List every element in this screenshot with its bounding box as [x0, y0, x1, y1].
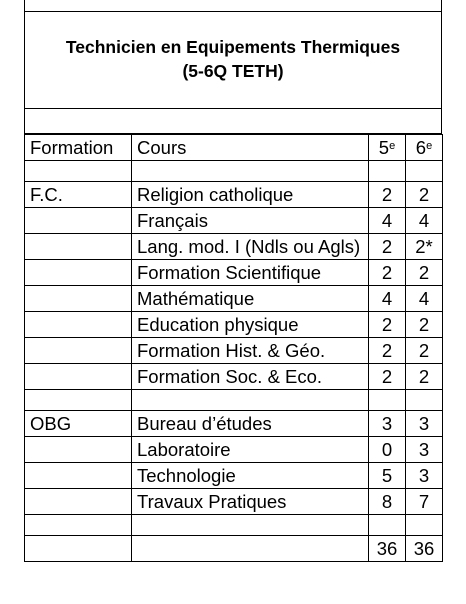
totals-empty-cell [25, 536, 132, 562]
course-row [25, 364, 443, 390]
group-label-empty [25, 234, 132, 260]
total-year-6: 36 [406, 536, 443, 562]
group-spacer-row [25, 161, 443, 182]
hours-year-6: 4 [406, 286, 443, 312]
group-label: OBG [25, 411, 132, 437]
course-row [25, 463, 443, 489]
empty-cell [132, 390, 369, 411]
course-name: Lang. mod. I (Ndls ou Agls) [132, 234, 369, 260]
pre-total-spacer-row [25, 515, 443, 536]
empty-cell [406, 161, 443, 182]
course-row [25, 312, 443, 338]
hours-year-6: 2 [406, 312, 443, 338]
total-year-5: 36 [369, 536, 406, 562]
course-row [25, 437, 443, 463]
hours-year-6: 3 [406, 463, 443, 489]
hours-year-5: 3 [369, 411, 406, 437]
hours-year-5: 5 [369, 463, 406, 489]
totals-empty-cell [132, 536, 369, 562]
course-name: Education physique [132, 312, 369, 338]
hours-year-6: 2 [406, 338, 443, 364]
course-name: Mathématique [132, 286, 369, 312]
hours-year-5: 4 [369, 208, 406, 234]
course-row [25, 182, 443, 208]
header-year-5: 5e [369, 135, 406, 161]
title-line-2: (5-6Q TETH) [182, 61, 284, 81]
group-label: F.C. [25, 182, 132, 208]
table-top-strip [24, 0, 442, 12]
empty-cell [25, 390, 132, 411]
empty-cell [369, 390, 406, 411]
hours-year-5: 4 [369, 286, 406, 312]
hours-year-5: 2 [369, 182, 406, 208]
course-row [25, 260, 443, 286]
empty-cell [132, 515, 369, 536]
hours-year-6: 2 [406, 364, 443, 390]
group-spacer-row [25, 390, 443, 411]
hours-year-6: 2 [406, 260, 443, 286]
group-label-empty [25, 489, 132, 515]
empty-cell [25, 515, 132, 536]
empty-cell [132, 161, 369, 182]
hours-year-5: 2 [369, 260, 406, 286]
course-name: Formation Hist. & Géo. [132, 338, 369, 364]
header-row [25, 135, 443, 161]
header-formation: Formation [25, 135, 132, 161]
course-row [25, 338, 443, 364]
course-name: Formation Soc. & Eco. [132, 364, 369, 390]
group-label-empty [25, 312, 132, 338]
group-label-empty [25, 463, 132, 489]
hours-year-6: 4 [406, 208, 443, 234]
course-name: Religion catholique [132, 182, 369, 208]
empty-cell [406, 390, 443, 411]
hours-year-6: 2* [406, 234, 443, 260]
course-row [25, 489, 443, 515]
hours-year-5: 8 [369, 489, 406, 515]
hours-year-5: 2 [369, 338, 406, 364]
empty-cell [406, 515, 443, 536]
group-label-empty [25, 364, 132, 390]
group-label-empty [25, 286, 132, 312]
group-label-empty [25, 260, 132, 286]
group-label-empty [25, 437, 132, 463]
hours-year-6: 3 [406, 437, 443, 463]
hours-year-6: 7 [406, 489, 443, 515]
totals-row [25, 536, 443, 562]
empty-cell [25, 161, 132, 182]
header-cours: Cours [132, 135, 369, 161]
hours-year-5: 2 [369, 364, 406, 390]
course-name: Laboratoire [132, 437, 369, 463]
hours-year-6: 3 [406, 411, 443, 437]
title-spacer-row [24, 109, 442, 134]
empty-cell [369, 161, 406, 182]
group-label-empty [25, 338, 132, 364]
course-row [25, 411, 443, 437]
course-name: Bureau d’études [132, 411, 369, 437]
title-line-1: Technicien en Equipements Thermiques [65, 37, 401, 57]
course-row [25, 286, 443, 312]
course-name: Français [132, 208, 369, 234]
hours-year-5: 2 [369, 234, 406, 260]
hours-year-6: 2 [406, 182, 443, 208]
header-year-6: 6e [406, 135, 443, 161]
course-table [24, 134, 443, 562]
title-block [24, 12, 442, 109]
hours-year-5: 2 [369, 312, 406, 338]
course-name: Formation Scientifique [132, 260, 369, 286]
course-row [25, 208, 443, 234]
hours-year-5: 0 [369, 437, 406, 463]
course-name: Travaux Pratiques [132, 489, 369, 515]
empty-cell [369, 515, 406, 536]
course-row [25, 234, 443, 260]
group-label-empty [25, 208, 132, 234]
course-name: Technologie [132, 463, 369, 489]
